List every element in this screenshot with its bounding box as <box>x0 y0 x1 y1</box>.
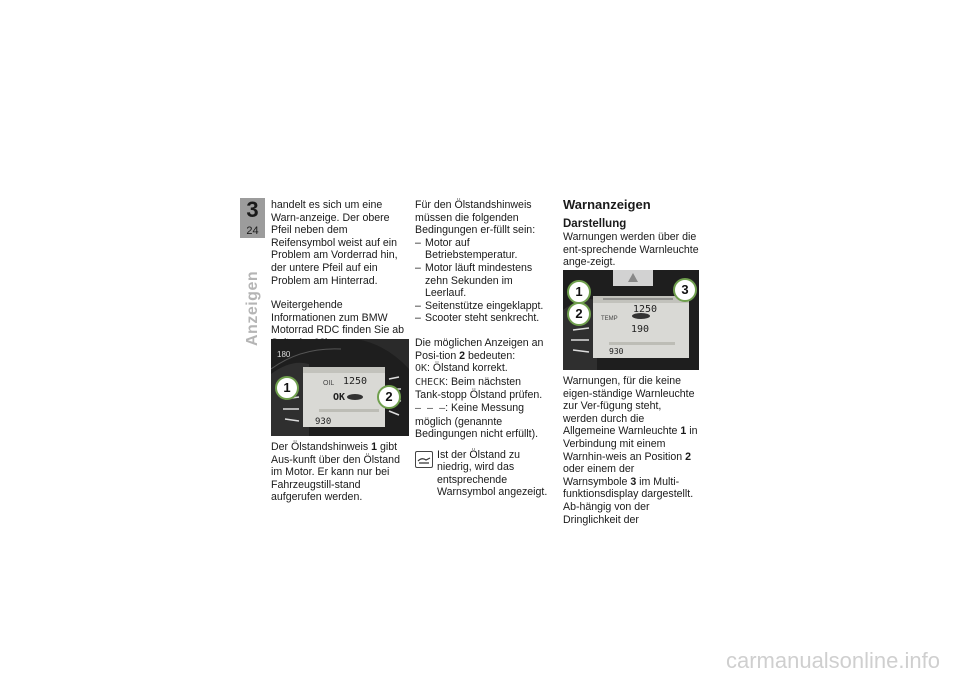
oil-label: OIL <box>323 380 335 387</box>
condition-item: – Motor auf Betriebstemperatur. <box>415 237 549 262</box>
side-chapter-label: Anzeigen <box>244 270 261 346</box>
paragraph-rdc-warning: handelt es sich um eine Warn-anzeige. Der obere Pfeil neben dem Reifensymbol weist auf ein Problem am Vorderrad hin, der untere Pfeil auf ein Problem am Hinterrad. <box>271 199 398 287</box>
condition-item: – Scooter steht senkrecht. <box>415 312 549 325</box>
ok-display: OK <box>333 392 346 403</box>
status-ok: OK: Ölstand korrekt. <box>415 362 508 375</box>
page-number: 24 <box>246 225 259 237</box>
status-no-measure: – – –: Keine Messung möglich (genannte Bedingungen nicht erfüllt). <box>415 401 539 441</box>
callout-2: 2 <box>567 302 591 326</box>
oil-warning-icon <box>415 451 433 468</box>
speed-label: 180 <box>277 350 291 359</box>
callout-2: 2 <box>377 385 401 409</box>
heading-warnings: Warnanzeigen <box>563 197 651 212</box>
watermark-footer: carmanualsonline.info <box>725 648 940 673</box>
temp-label: TEMP <box>601 316 618 322</box>
dashboard-warning-figure <box>563 270 699 370</box>
chapter-number: 3 <box>246 197 259 222</box>
display-number: 1250 <box>633 304 658 315</box>
dashboard-oil-figure <box>271 339 409 436</box>
callout-1: 1 <box>275 376 299 400</box>
oil-warning-note: Ist der Ölstand zu niedrig, wird das entsprechende Warnsymbol angezeigt. <box>415 449 549 499</box>
column-3 <box>563 197 699 269</box>
display-number: 1250 <box>343 376 368 387</box>
oil-caption: Der Ölstandshinweis 1 gibt Aus-kunft über den Ölstand im Motor. Er kann nur bei Fahrzeugstill-stand aufgerufen werden. <box>271 441 400 504</box>
temperature-display: 190 <box>631 324 650 335</box>
callout-1: 1 <box>567 280 591 304</box>
paragraph-warning-lights: Warnungen werden über die ent-sprechende Warnleuchte ange-zeigt. <box>563 231 699 269</box>
heading-display: Darstellung <box>563 218 627 230</box>
status-check: CHECK: Beim nächsten Tank-stopp Ölstand prüfen. <box>415 375 543 402</box>
odometer-display: 930 <box>315 417 332 427</box>
conditions-intro: Für den Ölstandshinweis müssen die folgenden Bedingungen er-füllt sein: <box>415 199 536 237</box>
condition-item: – Motor läuft mindestens zehn Sekunden im Leerlauf. <box>415 262 549 300</box>
odometer-display: 930 <box>609 347 624 356</box>
warning-explanation: Warnungen, für die keine eigen-ständige Warnleuchte zur Ver-fügung steht, werden durch die Allgemeine Warnleuchte 1 in Verbindung mit einem Warnhin-weis an Position 2 oder einem der Warnsymbole 3 im Multi-funktionsdisplay dargestellt. Ab-hängig von der Dringlichkeit der <box>563 375 698 526</box>
possible-displays: Die möglichen Anzeigen an Posi-tion 2 bedeuten: <box>415 336 544 362</box>
callout-3: 3 <box>673 278 697 302</box>
condition-item: – Seitenstütze eingeklappt. <box>415 300 549 313</box>
column-2 <box>415 199 549 499</box>
paragraph-rdc-info: Weitergehende Informationen zum BMW Motorrad RDC finden Sie ab <box>271 299 409 349</box>
